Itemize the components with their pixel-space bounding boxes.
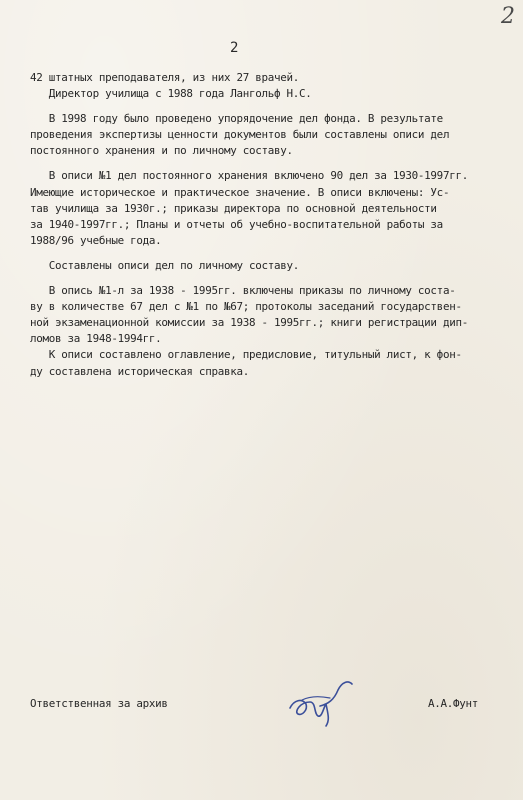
text-line: Директор училища с 1988 года Лангольф Н.С. xyxy=(30,87,312,101)
paragraph-gap xyxy=(30,249,510,258)
text-line: 1988/96 учебные года. xyxy=(30,233,162,247)
text-line: В опись №1-л за 1938 - 1995гг. включены приказы по личному соста- xyxy=(30,284,456,298)
text-line: проведения экспертизы ценности документов были составлены описи дел xyxy=(30,128,450,142)
text-line: тав училища за 1930г.; приказы директора по основной деятельности xyxy=(30,201,437,215)
page-number: 2 xyxy=(230,40,239,56)
text-line: за 1940-1997гг.; Планы и отчеты об учебно-воспитательной работы за xyxy=(30,217,443,231)
archive-sheet-number: 2 xyxy=(501,4,515,29)
text-line: К описи составлено оглавление, предисловие, титульный лист, к фон- xyxy=(30,348,462,362)
text-line: постоянного хранения и по личному составу. xyxy=(30,144,293,158)
text-line: Имеющие историческое и практическое значение. В описи включены: Ус- xyxy=(30,185,450,199)
document-body xyxy=(30,70,510,380)
paragraph-gap xyxy=(30,102,510,111)
handwritten-signature xyxy=(280,670,360,730)
text-line: ной экзаменационной комиссии за 1938 - 1995гг.; книги регистрации дип- xyxy=(30,316,468,330)
signature-block xyxy=(30,697,510,737)
text-line: ву в количестве 67 дел с №1 по №67; протоколы заседаний государствен- xyxy=(30,300,462,314)
text-line: ду составлена историческая справка. xyxy=(30,364,249,378)
signatory-name: А.А.Фунт xyxy=(428,697,479,710)
text-line: 42 штатных преподавателя, из них 27 врачей. xyxy=(30,71,300,84)
paragraph-gap xyxy=(30,274,510,283)
paragraph-gap xyxy=(30,159,510,168)
text-line: ломов за 1948-1994гг. xyxy=(30,332,162,346)
text-line: В 1998 году было проведено упорядочение дел фонда. В результате xyxy=(30,112,443,126)
text-line: Составлены описи дел по личному составу. xyxy=(30,258,300,272)
text-line: В описи №1 дел постоянного хранения включено 90 дел за 1930-1997гг. xyxy=(30,169,468,183)
signatory-title: Ответственная за архив xyxy=(30,697,168,710)
